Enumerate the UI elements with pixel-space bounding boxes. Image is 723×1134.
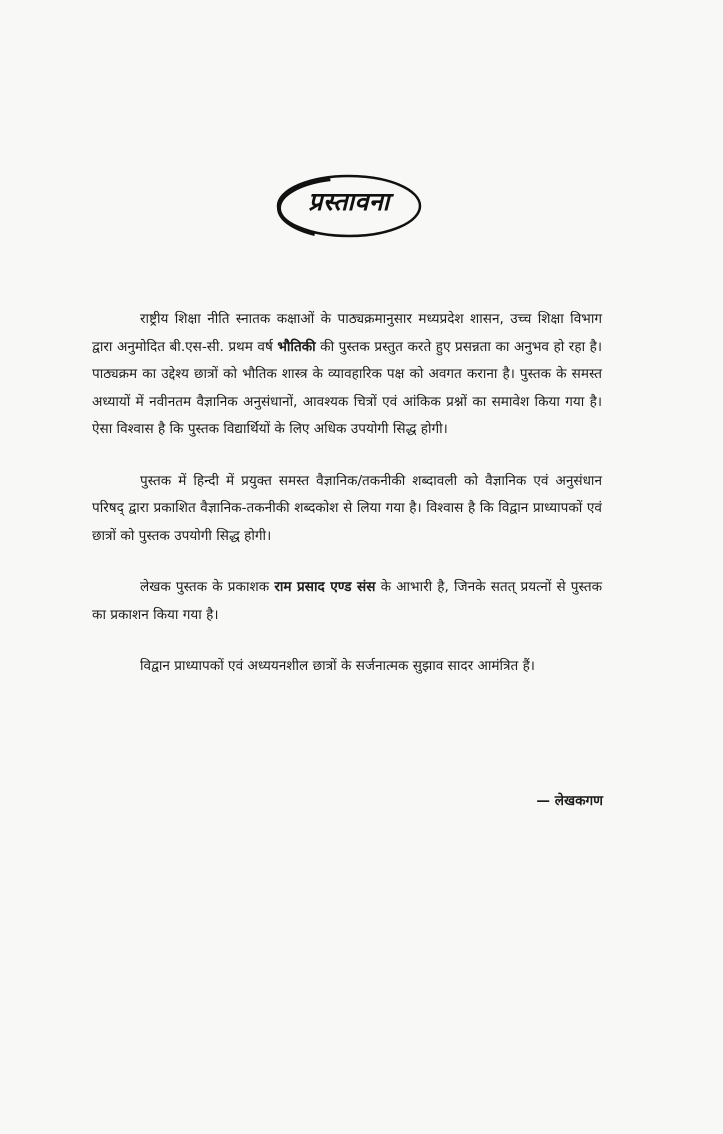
- paragraph-1-text-a: राष्ट्रीय शिक्षा नीति स्नातक कक्षाओं के पाठ्यक्रमानुसार मध्यप्रदेश शासन, उच्च शिक्षा विभाग द्वारा अनुमोदित बी.एस-सी. प्रथम वर्ष: [92, 311, 602, 355]
- paragraph-3-text-a: लेखक पुस्तक के प्रकाशक: [140, 579, 275, 595]
- paragraph-4: विद्वान प्राध्यापकों एवं अध्ययनशील छात्रों के सर्जनात्मक सुझाव सादर आमंत्रित हैं।: [140, 658, 535, 674]
- page-title: प्रस्तावना: [308, 187, 390, 216]
- paragraph-1-text-c: की पुस्तक प्रस्तुत करते हुए प्रसन्नता का अनुभव हो रहा है। पाठ्यक्रम का उद्देश्य छात्रों को भौतिक शास्त्र के व्यावहारिक पक्ष को अवगत कराना है। पुस्तक के समस्त अध्यायों में नवीनतम वैज्ञानिक अनुसंधानों, आवश्यक चित्रों एवं आंकिक प्रश्नों का समावेश किया गया है। ऐसा विश्वास है कि पुस्तक विद्यार्थियों के लिए अधिक उपयोगी सिद्ध होगी।: [92, 338, 602, 437]
- publisher-name: राम प्रसाद एण्ड संस: [274, 579, 376, 595]
- preface-body: [92, 306, 602, 705]
- subject-name: भौतिकी: [277, 338, 316, 355]
- paragraph-2: पुस्तक में हिन्दी में प्रयुक्त समस्त वैज्ञानिक/तकनीकी शब्दावली को वैज्ञानिक एवं अनुसंधान परिषद् द्वारा प्रकाशित वैज्ञानिक-तकनीकी शब्दकोश से लिया गया है। विश्वास है कि विद्वान प्राध्यापकों एवं छात्रों को पुस्तक उपयोगी सिद्ध होगी।: [92, 472, 602, 544]
- author-signature: — लेखकगण: [536, 793, 603, 809]
- paragraph-1: [92, 306, 602, 444]
- paragraph-3-text-c: के आभारी है, जिनके सतत् प्रयत्नों से पुस्तक का प्रकाशन किया गया है।: [92, 579, 603, 623]
- paragraph-3: [92, 574, 602, 629]
- title-badge: [273, 170, 425, 242]
